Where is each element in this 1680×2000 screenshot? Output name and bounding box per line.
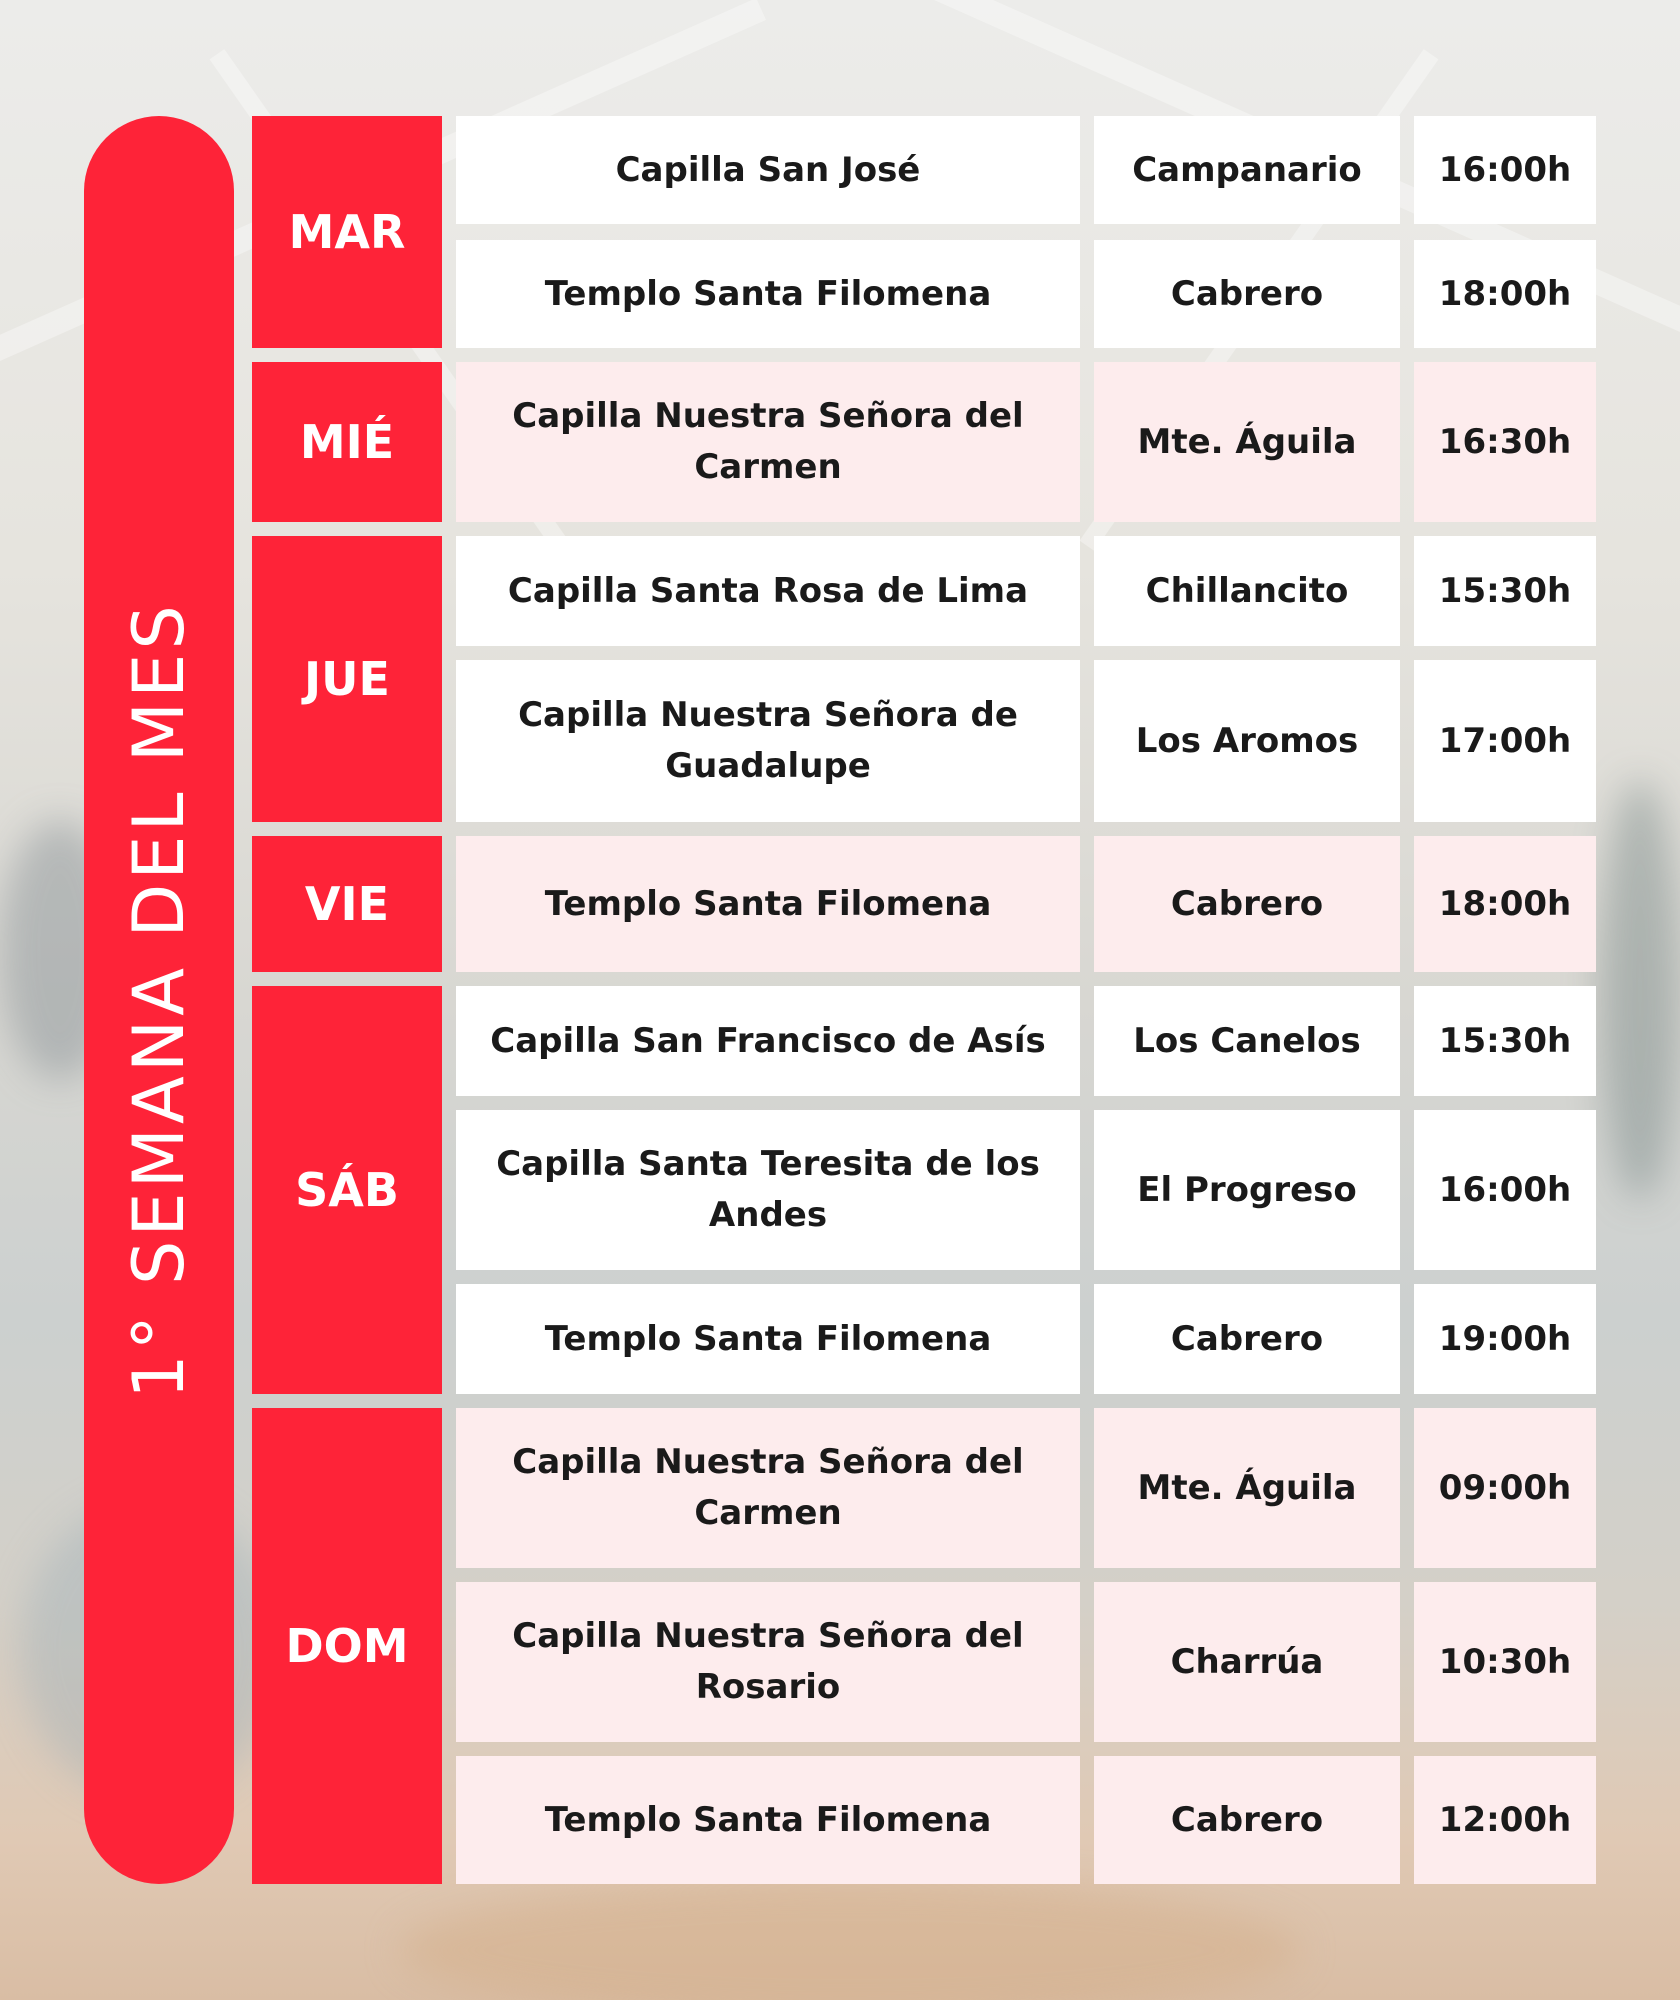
schedule-town: Cabrero <box>1094 1756 1400 1884</box>
schedule-time: 18:00h <box>1414 836 1596 972</box>
schedule-town: Cabrero <box>1094 1284 1400 1394</box>
schedule-time: 19:00h <box>1414 1284 1596 1394</box>
day-label-dom: DOM <box>252 1408 442 1884</box>
schedule-town: El Progreso <box>1094 1110 1400 1270</box>
schedule-place: Templo Santa Filomena <box>456 836 1080 972</box>
schedule-time: 12:00h <box>1414 1756 1596 1884</box>
schedule-time: 10:30h <box>1414 1582 1596 1742</box>
schedule-time: 09:00h <box>1414 1408 1596 1568</box>
schedule-time: 16:30h <box>1414 362 1596 522</box>
day-label-vie: VIE <box>252 836 442 972</box>
schedule-town: Los Canelos <box>1094 986 1400 1096</box>
schedule-place: Capilla Nuestra Señora del Carmen <box>456 362 1080 522</box>
schedule-place: Capilla Santa Rosa de Lima <box>456 536 1080 646</box>
day-label-mar: MAR <box>252 116 442 348</box>
schedule-time: 15:30h <box>1414 536 1596 646</box>
schedule-time: 17:00h <box>1414 660 1596 822</box>
schedule-place: Capilla Santa Teresita de los Andes <box>456 1110 1080 1270</box>
week-label: 1° SEMANA DEL MES <box>118 601 200 1399</box>
schedule-place: Templo Santa Filomena <box>456 240 1080 348</box>
schedule-place: Capilla San José <box>456 116 1080 224</box>
schedule-town: Charrúa <box>1094 1582 1400 1742</box>
day-label-jue: JUE <box>252 536 442 822</box>
schedule-town: Chillancito <box>1094 536 1400 646</box>
schedule-time: 18:00h <box>1414 240 1596 348</box>
schedule-town: Campanario <box>1094 116 1400 224</box>
day-label-mie: MIÉ <box>252 362 442 522</box>
schedule-place: Capilla San Francisco de Asís <box>456 986 1080 1096</box>
schedule-time: 15:30h <box>1414 986 1596 1096</box>
schedule-place: Templo Santa Filomena <box>456 1284 1080 1394</box>
schedule-town: Cabrero <box>1094 240 1400 348</box>
schedule-town: Los Aromos <box>1094 660 1400 822</box>
schedule-time: 16:00h <box>1414 1110 1596 1270</box>
schedule-place: Templo Santa Filomena <box>456 1756 1080 1884</box>
schedule-place: Capilla Nuestra Señora de Guadalupe <box>456 660 1080 822</box>
schedule-town: Mte. Águila <box>1094 362 1400 522</box>
schedule-time: 16:00h <box>1414 116 1596 224</box>
schedule-town: Cabrero <box>1094 836 1400 972</box>
week-label-pill <box>84 116 234 1884</box>
schedule-place: Capilla Nuestra Señora del Rosario <box>456 1582 1080 1742</box>
schedule-town: Mte. Águila <box>1094 1408 1400 1568</box>
day-label-sab: SÁB <box>252 986 442 1394</box>
schedule-place: Capilla Nuestra Señora del Carmen <box>456 1408 1080 1568</box>
